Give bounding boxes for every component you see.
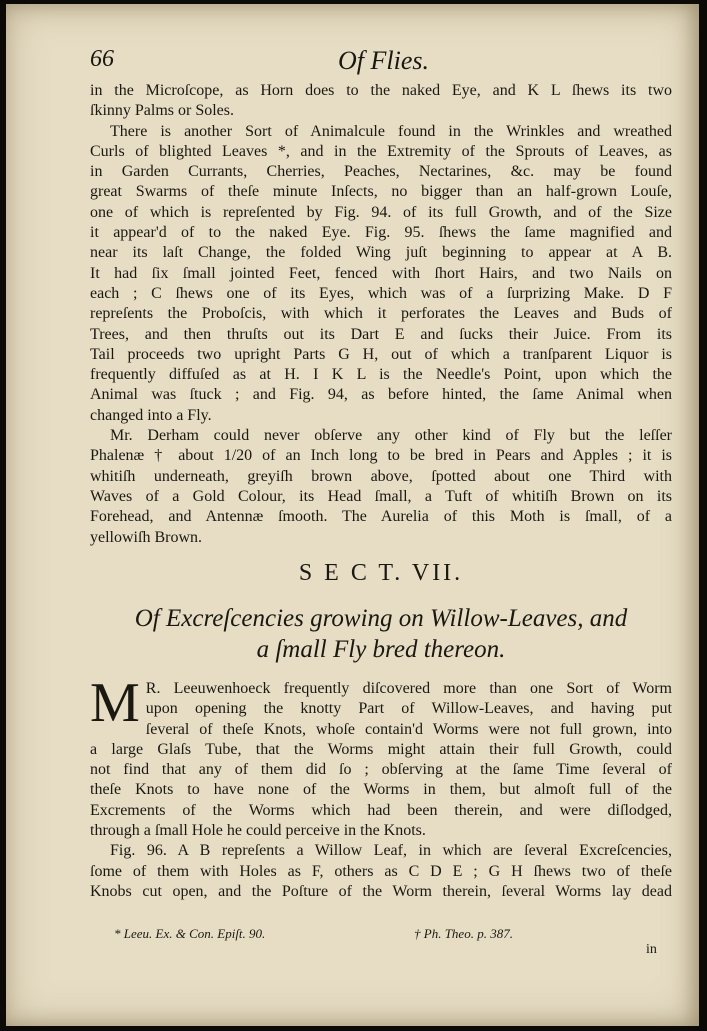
section-title-line: Of Excreſcencies growing on Willow-Leaves, and bbox=[134, 605, 628, 632]
footnote: * Leeu. Ex. & Con. Epiſt. 90. bbox=[114, 926, 266, 941]
text-line: through a ſmall Hole he could perceive in the Knots. bbox=[90, 822, 426, 840]
text-line: Trees, and then thruſts out its Dart E and ſucks their Juice. From its bbox=[90, 325, 672, 343]
text-line: It had ſix ſmall jointed Feet, fenced with ſhort Hairs, and two Nails on bbox=[90, 264, 672, 282]
text-line: a large Glaſs Tube, that the Worms might attain their full Growth, could bbox=[90, 740, 672, 758]
text-line: it appear'd of to the naked Eye. Fig. 95. ſhews the ſame magnified and bbox=[90, 224, 672, 242]
text-line: Animal was ſtuck ; and Fig. 94, as before hinted, the ſame Animal when bbox=[90, 386, 672, 404]
text-line: in Garden Currants, Cherries, Peaches, Nectarines, &c. may be found bbox=[90, 163, 672, 181]
text-line: Forehead, and Antennæ ſmooth. The Aurelia of this Moth is ſmall, of a bbox=[90, 508, 672, 526]
text-line: Waves of a Gold Colour, its Head ſmall, a Tuft of whitiſh Brown on its bbox=[90, 487, 672, 505]
text-line: There is another Sort of Animalcule found in the Wrinkles and wreathed bbox=[110, 122, 672, 140]
page-header bbox=[90, 46, 668, 82]
catchword: in bbox=[646, 942, 657, 957]
paragraph-1 bbox=[90, 81, 672, 122]
footnote: † Ph. Theo. p. 387. bbox=[414, 926, 513, 941]
text-line: Phalenæ † about 1/20 of an Inch long to be bred in Pears and Apples ; it is bbox=[90, 447, 672, 465]
drop-cap: M bbox=[90, 672, 140, 734]
text-line: Fig. 96. A B repreſents a Willow Leaf, in which are ſeveral Excreſcencies, bbox=[110, 842, 672, 860]
text-line: Knobs cut open, and the Poſture of the Worm therein, ſeveral Worms lay dead bbox=[90, 882, 672, 900]
text-line: each ; C ſhews one of its Eyes, which was of a ſurprizing Make. D F bbox=[90, 284, 672, 302]
text-line: Curls of blighted Leaves *, and in the Extremity of the Sprouts of Leaves, as bbox=[90, 142, 672, 160]
text-line: Tail proceeds two upright Parts G H, out of which a tranſparent Liquor is bbox=[90, 345, 672, 363]
body-text bbox=[90, 81, 672, 900]
paragraph-3 bbox=[90, 426, 672, 548]
text-line: yellowiſh Brown. bbox=[90, 528, 202, 546]
text-line: Excrements of the Worms which had been therein, and were diſlodged, bbox=[90, 801, 672, 819]
text-line: R. Leeuwenhoeck frequently diſcovered more than one Sort of Worm bbox=[145, 680, 672, 697]
section-title bbox=[90, 603, 672, 665]
text-line: upon opening the knotty Part of Willow-Leaves, and having put bbox=[145, 700, 672, 718]
page-number: 66 bbox=[90, 46, 114, 72]
paragraph-2 bbox=[90, 122, 672, 426]
text-line: frequently diffuſed as at H. I K L is the Needle's Point, upon which the bbox=[90, 366, 672, 384]
text-line: Mr. Derham could never obſerve any other kind of Fly but the leſſer bbox=[110, 427, 672, 445]
book-page bbox=[6, 4, 699, 1026]
text-line: theſe Knots to have none of the Worms in them, but almoſt full of the bbox=[90, 781, 672, 799]
text-line: ſeveral of theſe Knots, whoſe contain'd Worms were not full grown, into bbox=[145, 720, 672, 738]
text-line: near its laſt Change, the folded Wing juſt beginning to appear at A B. bbox=[90, 244, 672, 262]
paragraph-4 bbox=[90, 672, 672, 902]
text-line: not find that any of them did ſo ; obſerving at the ſame Time ſeveral of bbox=[90, 761, 672, 779]
text-line: one of which is repreſented by Fig. 94. of its full Growth, and of the Size bbox=[90, 203, 672, 221]
text-line: repreſents the Proboſcis, with which it perforates the Leaves and Buds of bbox=[90, 305, 672, 323]
text-line: in the Microſcope, as Horn does to the naked Eye, and K L ſhews its two bbox=[90, 82, 672, 99]
text-line: ſkinny Palms or Soles. bbox=[90, 102, 235, 120]
section-heading: S E C T. VII. bbox=[298, 560, 464, 586]
text-line: ſome of them with Holes as F, others as C D E ; G H ſhews two of theſe bbox=[90, 862, 672, 880]
running-title: Of Flies. bbox=[338, 46, 429, 75]
section-title-line: a ſmall Fly bred thereon. bbox=[256, 636, 506, 663]
text-line: great Swarms of theſe minute Inſects, no bigger than an half-grown Louſe, bbox=[90, 183, 672, 201]
text-line: changed into a Fly. bbox=[90, 406, 212, 424]
text-line: whitiſh underneath, greyiſh brown above, ſpotted about one Third with bbox=[90, 467, 672, 485]
